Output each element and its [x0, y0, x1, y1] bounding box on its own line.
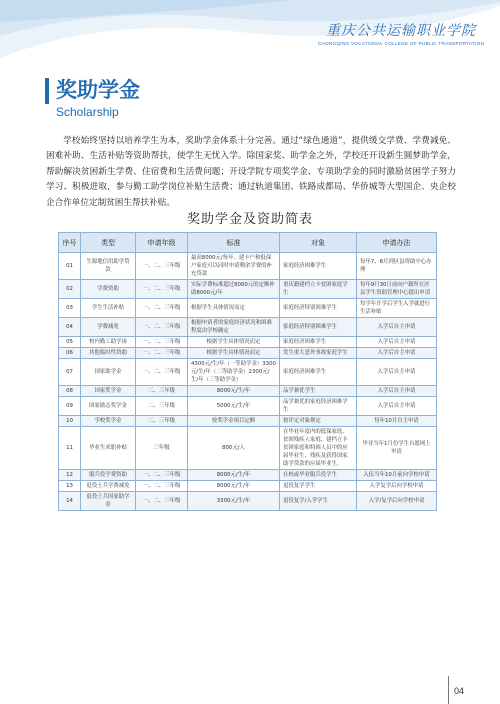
cell-type: 学校奖学金	[81, 416, 136, 427]
cell-type: 毕业生求职补贴	[81, 427, 136, 470]
cell-standard: 800元/人	[188, 427, 280, 470]
cell-standard: 根据学生具体情况而定	[188, 337, 280, 348]
cell-apply-method: 每年7、8月到区县资助中心办理	[357, 253, 437, 280]
table-header-row	[59, 233, 437, 253]
cell-standard: 最高8000元/每年。建卡户和低保户家庭可以同时申请剩余学费的补充贷款	[188, 253, 280, 280]
cell-standard: 4300元/生/年（一等助学金）3300元/生/年（二等助学金）2300元/生/年（三等助学金）	[188, 359, 280, 386]
cell-type: 退役士兵国家助学金	[81, 492, 136, 511]
cell-grade: 一、二、三年级	[136, 481, 188, 492]
header-standard: 标准	[188, 233, 280, 253]
cell-apply-method: 入学/复学后向学校申请	[357, 492, 437, 511]
cell-type: 生源地信用助学贷款	[81, 253, 136, 280]
cell-target: 退役复学/入学学生	[280, 492, 357, 511]
cell-type: 国家励志奖学金	[81, 397, 136, 416]
cell-apply-method: 每年9月30日前向户籍所在区县学生资助管理中心提出申请	[357, 280, 437, 299]
cell-standard: 实际学费标准超过8000元的定额补助8000元/年	[188, 280, 280, 299]
cell-standard: 5000元/生/年	[188, 397, 280, 416]
table-row	[59, 492, 437, 511]
cell-grade: 一、二、三年级	[136, 299, 188, 318]
cell-standard: 按奖学金项目定额	[188, 416, 280, 427]
cell-grade: 一、二、三年级	[136, 348, 188, 359]
cell-number: 06	[59, 348, 81, 359]
cell-grade: 一、二、三年级	[136, 337, 188, 348]
cell-apply-method: 入学后自主申请	[357, 318, 437, 337]
table-row	[59, 397, 437, 416]
cell-grade: 一、二、三年级	[136, 492, 188, 511]
college-logo	[316, 20, 486, 46]
header-apply-method: 申请办法	[357, 233, 437, 253]
cell-apply-method: 入学后自主申请	[357, 348, 437, 359]
cell-target: 品学兼优学生	[280, 386, 357, 397]
cell-type: 国家助学金	[81, 359, 136, 386]
cell-number: 08	[59, 386, 81, 397]
cell-grade: 一、二、三年级	[136, 470, 188, 481]
cell-number: 14	[59, 492, 81, 511]
cell-target: 家庭经济特别困难学生	[280, 318, 357, 337]
cell-target: 重庆籍建档立卡贫困家庭学生	[280, 280, 357, 299]
cell-type: 学费资助	[81, 280, 136, 299]
table-row	[59, 416, 437, 427]
cell-grade: 一、二、三年级	[136, 359, 188, 386]
cell-standard: 8000元/生/年	[188, 470, 280, 481]
cell-standard: 3300元/生/年	[188, 492, 280, 511]
heading-accent-bar	[45, 78, 49, 104]
table-row	[59, 427, 437, 470]
cell-number: 03	[59, 299, 81, 318]
table-row	[59, 359, 437, 386]
table-row	[59, 253, 437, 280]
cell-type: 服兵役学费资助	[81, 470, 136, 481]
cell-apply-method: 入学后自主申请	[357, 359, 437, 386]
table-row	[59, 299, 437, 318]
cell-type: 学费减免	[81, 318, 136, 337]
cell-standard: 根据学生具体情况而定	[188, 299, 280, 318]
header-number: 序号	[59, 233, 81, 253]
cell-grade: 一、二、三年级	[136, 280, 188, 299]
table-row	[59, 386, 437, 397]
cell-standard: 8000元/生/年	[188, 481, 280, 492]
header-type: 类型	[81, 233, 136, 253]
cell-apply-method: 每年10月自主申请	[357, 416, 437, 427]
college-name-en: CHONGQING VOCATIONAL COLLEGE OF PUBLIC TRANSPORTATION	[317, 41, 485, 46]
table-row	[59, 348, 437, 359]
cell-grade: 二、三年级	[136, 416, 188, 427]
header-target: 对象	[280, 233, 357, 253]
section-title-en: Scholarship	[56, 105, 119, 119]
cell-target: 家庭经济困难学生	[280, 253, 357, 280]
cell-target: 品学兼优的家庭经济困难学生	[280, 397, 357, 416]
cell-type: 校内勤工助学岗	[81, 337, 136, 348]
cell-grade: 一、二、三年级	[136, 253, 188, 280]
cell-grade: 二、三年级	[136, 386, 188, 397]
cell-target: 家庭经济特别困难学生	[280, 299, 357, 318]
page-number: 04	[454, 686, 465, 696]
cell-number: 04	[59, 318, 81, 337]
cell-type: 学生生活补贴	[81, 299, 136, 318]
grant-summary-table	[58, 232, 437, 511]
cell-target: 退役复学学生	[280, 481, 357, 492]
cell-target: 按评定对象规定	[280, 416, 357, 427]
cell-apply-method: 每学年开学后学生入学就进行生活补贴	[357, 299, 437, 318]
cell-number: 10	[59, 416, 81, 427]
table-row	[59, 280, 437, 299]
cell-apply-method: 入伍当年10月前向学校申请	[357, 470, 437, 481]
college-name-cn: 重庆公共运输职业学院	[326, 23, 476, 39]
cell-standard: 根据申请者的家庭经济状况和困难程度由学校确定	[188, 318, 280, 337]
cell-standard: 根据学生具体情况而定	[188, 348, 280, 359]
cell-target: 家庭经济困难学生	[280, 359, 357, 386]
table-body	[59, 253, 437, 511]
cell-type: 其他临时性资助	[81, 348, 136, 359]
cell-grade: 三年级	[136, 427, 188, 470]
cell-target: 在校或毕业服兵役学生	[280, 470, 357, 481]
table-row	[59, 470, 437, 481]
cell-apply-method: 入学后自主申请	[357, 397, 437, 416]
page-number-divider	[448, 676, 449, 704]
cell-number: 02	[59, 280, 81, 299]
cell-target: 家庭经济困难学生	[280, 337, 357, 348]
cell-type: 退役士兵学费减免	[81, 481, 136, 492]
cell-number: 05	[59, 337, 81, 348]
table-row	[59, 318, 437, 337]
section-heading	[48, 76, 140, 120]
cell-apply-method: 入学复学后向学校申请	[357, 481, 437, 492]
section-title-cn: 奖助学金	[56, 78, 140, 102]
cell-number: 09	[59, 397, 81, 416]
table-title: 奖助学金及资助简表	[186, 212, 313, 227]
cell-number: 07	[59, 359, 81, 386]
header-grade: 申请年级	[136, 233, 188, 253]
cell-grade: 一、二、三年级	[136, 318, 188, 337]
table-row	[59, 481, 437, 492]
cell-type: 国家奖学金	[81, 386, 136, 397]
cell-apply-method: 入学后自主申请	[357, 386, 437, 397]
cell-target: 在毕业年度内的低保家庭、贫困残疾人家庭、建档立卡贫困家庭和特困人员中的应届毕业生，残疾及获得国家助学贷款的应届毕业生。	[280, 427, 357, 470]
cell-number: 11	[59, 427, 81, 470]
cell-apply-method: 毕业当年1月份学生自愿网上申请	[357, 427, 437, 470]
cell-number: 13	[59, 481, 81, 492]
cell-grade: 二、三年级	[136, 397, 188, 416]
cell-number: 01	[59, 253, 81, 280]
cell-standard: 8000元/生/年	[188, 386, 280, 397]
intro-paragraph: 学校始终坚持以培养学生为本，奖助学金体系十分完善。通过“绿色通道”，提供缓交学费、学费减免、困难补助、生活补贴等资助帮扶，使学生无忧入学。除国家奖、助学金之外，学校还开设新生圆梦助学金，帮助解决贫困新生学费、住宿费和生活费问题；开设学院专项奖学金、专项助学金的同时激励贫困学子努力学习、积极进取，参与勤工助学岗位补贴生活费；通过轨道集团、铁路成都局、华侨城等大型国企、央企校企合作单位定制贫困生帮扶补贴。	[46, 135, 456, 208]
cell-number: 12	[59, 470, 81, 481]
cell-apply-method: 入学后自主申请	[357, 337, 437, 348]
cell-target: 发生重大意外事故家庭学生	[280, 348, 357, 359]
table-row	[59, 337, 437, 348]
